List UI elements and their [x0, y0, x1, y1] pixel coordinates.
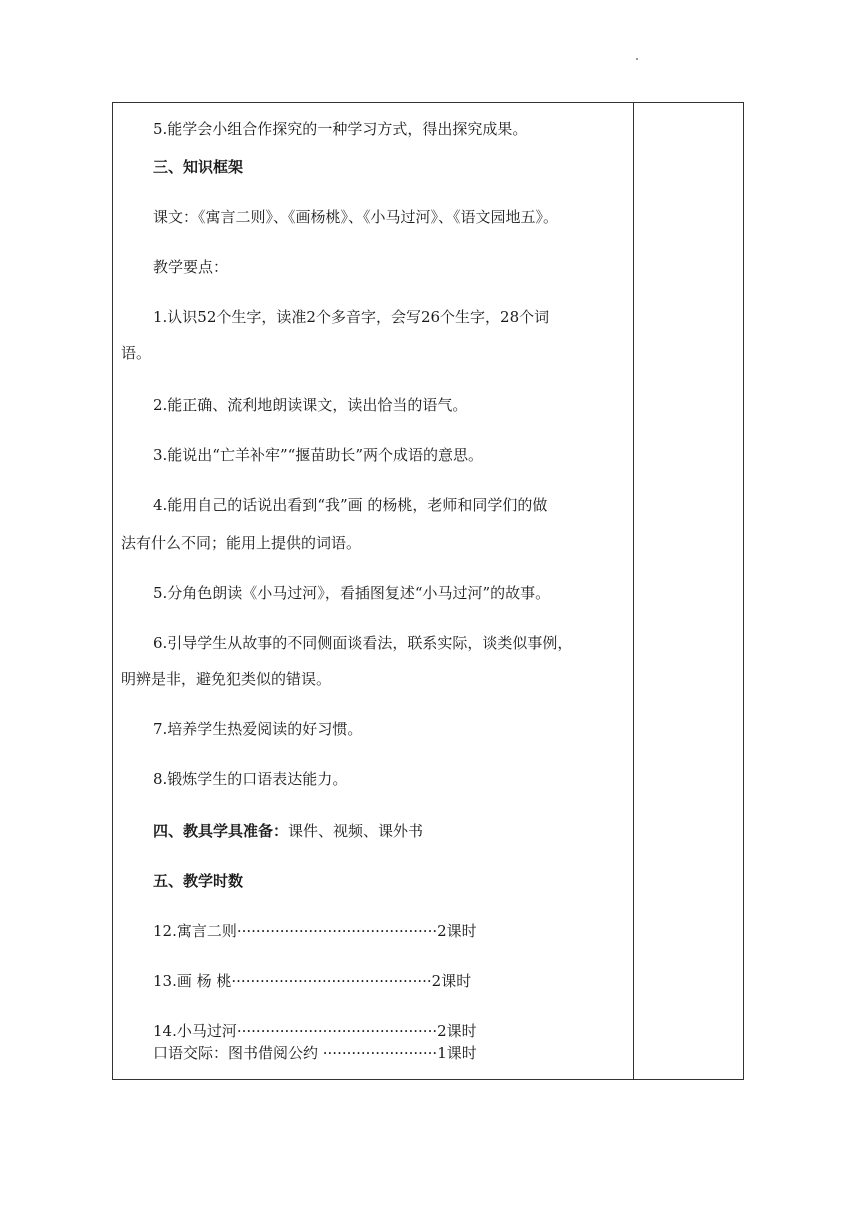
lesson-plan-table — [112, 102, 744, 1080]
hours-oral-communication: 口语交际：图书借阅公约 ························1课时 — [153, 1044, 477, 1062]
objective-5: 5.能学会小组合作探究的一种学习方式，得出探究成果。 — [153, 120, 528, 138]
point-6: 6.引导学生从故事的不同侧面谈看法，联系实际，谈类似事例， — [153, 634, 573, 652]
texts-list: 课文：《寓言二则》、《画杨桃》、《小马过河》、《语文园地五》。 — [153, 208, 559, 226]
hours-lesson-12: 12.寓言二则··········································2课时 — [153, 922, 477, 940]
point-3: 3.能说出“亡羊补牢”“揠苗助长”两个成语的意思。 — [153, 446, 483, 464]
teaching-points-heading: 教学要点： — [153, 258, 229, 276]
page-dot-mark — [636, 58, 638, 60]
section-teaching-hours: 五、教学时数 — [153, 872, 244, 890]
hours-lesson-13: 13.画 杨 桃··········································2课时 — [153, 972, 472, 990]
point-5: 5.分角色朗读《小马过河》，看插图复述“小马过河”的故事。 — [153, 584, 551, 602]
point-7: 7.培养学生热爱阅读的好习惯。 — [153, 720, 363, 738]
materials-value: 课件、视频、课外书 — [288, 822, 424, 840]
point-6-continued: 明辨是非，避免犯类似的错误。 — [121, 670, 332, 688]
point-8: 8.锻炼学生的口语表达能力。 — [153, 770, 348, 788]
materials-label: 四、教具学具准备： — [153, 822, 289, 840]
section-knowledge-framework: 三、知识框架 — [153, 158, 244, 176]
point-1-continued: 语。 — [121, 344, 152, 362]
point-4-continued: 法有什么不同；能用上提供的词语。 — [121, 534, 362, 552]
point-1: 1.认识52个生字，读准2个多音字，会写26个生字，28个词 — [153, 308, 550, 326]
materials-row — [153, 821, 423, 841]
column-divider — [633, 103, 634, 1079]
lesson-content-cell — [113, 103, 633, 1079]
point-4: 4.能用自己的话说出看到“我”画 的杨桃，老师和同学们的做 — [153, 496, 548, 514]
point-2: 2.能正确、流利地朗读课文，读出恰当的语气。 — [153, 396, 468, 414]
hours-lesson-14: 14.小马过河··········································2课时 — [153, 1022, 477, 1040]
